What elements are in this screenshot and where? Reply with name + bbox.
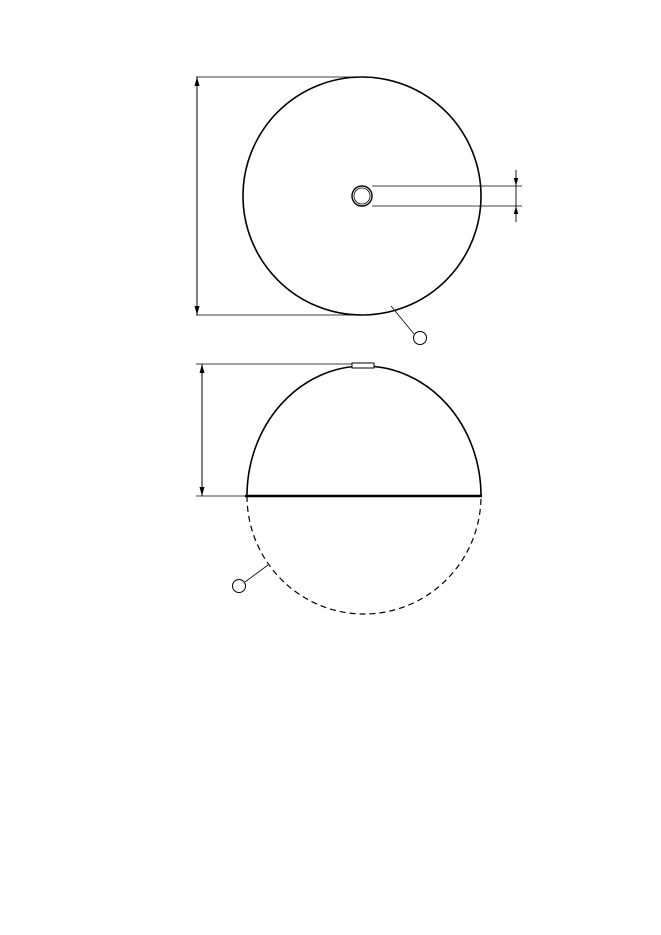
callout-a bbox=[391, 306, 427, 345]
dimension-height-110 bbox=[196, 364, 352, 496]
top-cap bbox=[352, 363, 374, 368]
callout-b bbox=[233, 565, 269, 593]
top-view bbox=[195, 77, 523, 345]
dome-outline bbox=[247, 366, 481, 496]
dimension-diameter-18 bbox=[372, 170, 522, 222]
wooden-sphere-outline bbox=[247, 496, 481, 614]
side-view bbox=[196, 363, 482, 614]
inner-hole bbox=[354, 188, 370, 204]
dimension-diameter-200 bbox=[195, 77, 363, 315]
